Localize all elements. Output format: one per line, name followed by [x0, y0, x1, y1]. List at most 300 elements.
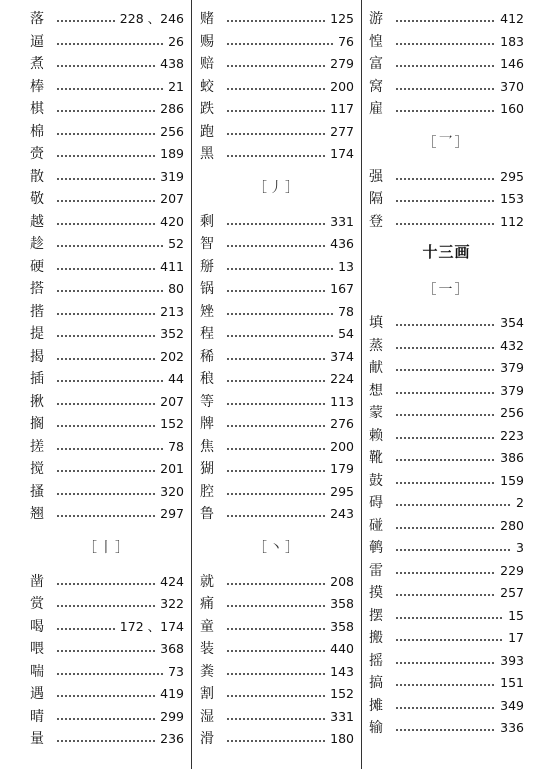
entry-page-number: 159: [500, 472, 524, 488]
entry-character: 散: [30, 168, 44, 185]
dot-leader: [395, 20, 496, 22]
dot-leader: [395, 729, 496, 731]
entry-character: 揭: [30, 348, 44, 365]
entry-character: 割: [200, 686, 214, 702]
dot-leader: [395, 324, 496, 326]
entry-page-number: 213: [160, 303, 184, 319]
index-entry: [200, 436, 354, 458]
entry-page-number: 379: [500, 360, 524, 375]
index-entry: [200, 503, 354, 525]
index-entry: [200, 661, 354, 683]
entry-page-number: 243: [330, 506, 354, 521]
entry-page-number: 331: [330, 708, 354, 724]
entry-page-number: 256: [500, 405, 524, 420]
dot-leader: [395, 639, 504, 641]
entry-page-number: 152: [330, 686, 354, 701]
dot-leader: [395, 88, 496, 90]
entry-character: 蒸: [369, 337, 383, 354]
entry-character: 摇: [369, 652, 383, 669]
entry-character: 童: [200, 618, 214, 635]
entry-character: 靴: [369, 450, 383, 466]
index-entry: [369, 188, 524, 210]
entry-page-number: 112: [500, 213, 524, 229]
dot-leader: [56, 515, 156, 517]
entry-page-number: 256: [160, 123, 184, 139]
entry-character: 隔: [369, 191, 383, 207]
entry-page-number: 358: [330, 596, 354, 611]
index-entry: [200, 458, 354, 480]
entry-character: 滑: [200, 731, 214, 747]
dot-leader: [56, 448, 164, 450]
entry-character: 逼: [30, 33, 44, 50]
index-entry: [30, 436, 184, 458]
dot-leader: [56, 313, 156, 315]
entry-character: 焦: [200, 438, 214, 455]
entry-page-number: 379: [500, 382, 524, 398]
dot-leader: [56, 268, 156, 270]
index-entry: [200, 346, 354, 368]
entry-character: 惶: [369, 33, 383, 50]
dot-leader: [56, 155, 156, 157]
entry-character: 搔: [30, 483, 44, 500]
dot-leader: [56, 335, 156, 337]
index-entry: [369, 357, 524, 379]
index-entry: [200, 233, 354, 255]
index-entry: [30, 368, 184, 390]
entry-character: 稂: [200, 371, 214, 387]
index-entry: [30, 98, 184, 120]
entry-character: 剩: [200, 213, 214, 230]
entry-page-number: 224: [330, 371, 354, 386]
entry-page-number: 412: [500, 11, 524, 26]
index-entry: [369, 582, 524, 604]
entry-character: 窝: [369, 78, 383, 95]
index-entry: [30, 391, 184, 413]
entry-page-number: 180: [330, 731, 354, 746]
entry-page-number: 393: [500, 652, 524, 668]
entry-character: 摆: [369, 607, 383, 624]
index-entry: [369, 53, 524, 75]
index-entry: [30, 706, 184, 728]
entry-page-number: 386: [500, 450, 524, 465]
index-entry: [30, 323, 184, 345]
entry-page-number: 113: [330, 393, 354, 409]
index-entry: [369, 650, 524, 672]
entry-character: 趁: [30, 236, 44, 252]
index-entry: [200, 301, 354, 323]
index-entry: [369, 492, 524, 514]
dot-leader: [56, 290, 164, 292]
entry-page-number: 279: [330, 56, 354, 71]
entry-page-number: 179: [330, 461, 354, 476]
entry-page-number: 257: [500, 585, 524, 600]
entry-character: 搅: [30, 461, 44, 477]
dot-leader: [56, 718, 156, 720]
entry-page-number: 80: [168, 281, 184, 296]
entry-character: 黑: [200, 146, 214, 162]
dot-leader: [226, 650, 326, 652]
index-entry: [30, 458, 184, 480]
entry-character: 矬: [200, 303, 214, 320]
index-entry: [369, 335, 524, 357]
index-entry: [200, 98, 354, 120]
entry-character: 鹌: [369, 540, 383, 556]
dot-leader: [226, 335, 334, 337]
dot-leader: [56, 110, 156, 112]
entry-character: 喂: [30, 641, 44, 657]
index-entry: [30, 346, 184, 368]
dot-leader: [226, 290, 326, 292]
entry-page-number: 44: [168, 371, 184, 386]
dot-leader: [226, 605, 326, 607]
index-entry: [30, 661, 184, 683]
entry-page-number: 424: [160, 573, 184, 589]
dot-leader: [226, 133, 326, 135]
entry-page-number: 322: [160, 596, 184, 611]
entry-character: 腔: [200, 483, 214, 500]
entry-character: 装: [200, 641, 214, 657]
entry-page-number: 297: [160, 506, 184, 521]
entry-character: 赔: [200, 56, 214, 72]
dot-leader: [395, 594, 496, 596]
dot-leader: [56, 380, 164, 382]
dot-leader: [56, 695, 156, 697]
entry-character: 想: [369, 382, 383, 399]
entry-page-number: 125: [330, 11, 354, 26]
entry-page-number: 151: [500, 675, 524, 690]
dot-leader: [56, 20, 116, 22]
entry-page-number: 172 、174: [119, 618, 184, 634]
entry-page-number: 280: [500, 517, 524, 533]
entry-character: 鲁: [200, 506, 214, 522]
entry-character: 遇: [30, 686, 44, 702]
dot-leader: [56, 200, 156, 202]
dot-leader: [395, 414, 496, 416]
entry-character: 跑: [200, 123, 214, 140]
index-entry: [200, 368, 354, 390]
entry-page-number: 276: [330, 416, 354, 431]
entry-character: 搬: [369, 630, 383, 646]
entry-character: 搞: [369, 675, 383, 691]
entry-page-number: 336: [500, 720, 524, 735]
dot-leader: [226, 155, 326, 157]
column-divider: [191, 0, 192, 769]
index-entry: [369, 537, 524, 559]
entry-character: 程: [200, 326, 214, 342]
entry-character: 落: [30, 11, 44, 27]
dot-leader: [56, 650, 156, 652]
entry-character: 稀: [200, 348, 214, 365]
dot-leader: [56, 425, 156, 427]
dot-leader: [56, 358, 156, 360]
index-column-2: [200, 0, 354, 769]
dot-leader: [395, 369, 496, 371]
entry-character: 凿: [30, 573, 44, 590]
entry-character: 量: [30, 731, 44, 747]
entry-character: 提: [30, 326, 44, 342]
dot-leader: [226, 20, 326, 22]
entry-page-number: 202: [160, 348, 184, 364]
dot-leader: [395, 437, 496, 439]
index-entry: [369, 8, 524, 30]
index-column-3: [369, 0, 524, 769]
dot-leader: [56, 673, 164, 675]
entry-page-number: 2: [516, 495, 524, 510]
index-entry: [369, 560, 524, 582]
dot-leader: [56, 605, 156, 607]
entry-page-number: 167: [330, 281, 354, 296]
entry-page-number: 286: [160, 101, 184, 116]
entry-page-number: 143: [330, 663, 354, 679]
entry-page-number: 207: [160, 191, 184, 206]
entry-character: 翘: [30, 506, 44, 522]
entry-page-number: 295: [330, 483, 354, 499]
entry-page-number: 229: [500, 562, 524, 578]
index-entry: [369, 470, 524, 492]
index-entry: [369, 447, 524, 469]
dot-leader: [226, 470, 326, 472]
index-entry: [30, 233, 184, 255]
entry-character: 就: [200, 573, 214, 590]
entry-page-number: 349: [500, 697, 524, 713]
entry-character: 赐: [200, 33, 214, 50]
dot-leader: [395, 504, 512, 506]
entry-character: 献: [369, 360, 383, 376]
dot-leader: [395, 347, 496, 349]
entry-page-number: 223: [500, 427, 524, 443]
entry-character: 摸: [369, 585, 383, 601]
index-entry: [369, 76, 524, 98]
dot-leader: [226, 88, 326, 90]
dot-leader: [395, 110, 496, 112]
entry-character: 雷: [369, 562, 383, 579]
index-entry: [369, 380, 524, 402]
entry-character: 越: [30, 213, 44, 230]
entry-page-number: 419: [160, 686, 184, 701]
dot-leader: [56, 245, 164, 247]
index-entry: [30, 76, 184, 98]
dot-leader: [226, 493, 326, 495]
entry-page-number: 319: [160, 168, 184, 184]
entry-character: 猢: [200, 461, 214, 477]
dot-leader: [226, 110, 326, 112]
dot-leader: [226, 268, 334, 270]
index-entry: [369, 672, 524, 694]
index-entry: [30, 53, 184, 75]
dot-leader: [226, 718, 326, 720]
entry-page-number: 78: [338, 303, 354, 319]
entry-character: 雇: [369, 101, 383, 117]
index-entry: [369, 312, 524, 334]
index-entry: [200, 76, 354, 98]
entry-character: 搭: [30, 281, 44, 297]
index-entry: [369, 515, 524, 537]
entry-character: 赏: [30, 596, 44, 612]
index-entry: [30, 593, 184, 615]
dot-leader: [226, 380, 326, 382]
entry-page-number: 21: [168, 78, 184, 94]
dot-leader: [395, 459, 496, 461]
stroke-section-header: ［一］: [422, 281, 471, 298]
entry-character: 赖: [369, 427, 383, 444]
index-entry: [30, 638, 184, 660]
entry-character: 碰: [369, 517, 383, 534]
entry-page-number: 117: [330, 101, 354, 116]
entry-page-number: 160: [500, 101, 524, 116]
dot-leader: [395, 527, 496, 529]
dot-leader: [226, 448, 326, 450]
entry-character: 赌: [200, 11, 214, 27]
entry-page-number: 76: [338, 33, 354, 49]
entry-character: 摊: [369, 697, 383, 714]
index-entry: [30, 8, 184, 30]
stroke-section-header: ［丶］: [253, 540, 301, 556]
entry-page-number: 153: [500, 191, 524, 206]
entry-page-number: 174: [330, 146, 354, 161]
entry-character: 登: [369, 213, 383, 230]
index-entry: [30, 143, 184, 165]
entry-character: 锅: [200, 281, 214, 297]
dot-leader: [226, 65, 326, 67]
index-entry: [30, 256, 184, 278]
dot-leader: [395, 684, 496, 686]
index-entry: [369, 425, 524, 447]
dot-leader: [395, 662, 496, 664]
entry-character: 蛟: [200, 78, 214, 95]
index-entry: [200, 143, 354, 165]
index-entry: [200, 481, 354, 503]
index-entry: [30, 728, 184, 750]
entry-page-number: 352: [160, 326, 184, 341]
entry-page-number: 208: [330, 573, 354, 589]
dot-leader: [226, 583, 326, 585]
index-entry: [200, 121, 354, 143]
index-entry: [200, 593, 354, 615]
dot-leader: [56, 178, 156, 180]
index-entry: [30, 413, 184, 435]
index-entry: [200, 706, 354, 728]
index-entry: [30, 683, 184, 705]
entry-page-number: 200: [330, 78, 354, 94]
index-entry: [200, 53, 354, 75]
entry-character: 硬: [30, 258, 44, 275]
entry-character: 插: [30, 371, 44, 387]
entry-character: 蒙: [369, 405, 383, 421]
entry-page-number: 78: [168, 438, 184, 454]
entry-page-number: 17: [508, 630, 524, 645]
index-entry: [200, 211, 354, 233]
entry-page-number: 207: [160, 393, 184, 409]
entry-page-number: 189: [160, 146, 184, 161]
index-entry: [200, 391, 354, 413]
dot-leader: [395, 223, 496, 225]
index-entry: [200, 256, 354, 278]
dot-leader: [226, 695, 326, 697]
entry-character: 掰: [200, 258, 214, 275]
entry-character: 等: [200, 393, 214, 410]
entry-page-number: 436: [330, 236, 354, 251]
index-entry: [369, 211, 524, 233]
entry-character: 煮: [30, 56, 44, 72]
entry-character: 痛: [200, 596, 214, 612]
entry-character: 牌: [200, 416, 214, 432]
entry-character: 碍: [369, 495, 383, 511]
entry-character: 游: [369, 11, 383, 27]
entry-page-number: 3: [516, 540, 524, 555]
entry-character: 鼓: [369, 472, 383, 489]
dot-leader: [395, 178, 496, 180]
entry-character: 喘: [30, 663, 44, 680]
index-entry: [369, 31, 524, 53]
entry-character: 揩: [30, 303, 44, 320]
entry-page-number: 411: [160, 258, 184, 274]
entry-character: 敬: [30, 191, 44, 207]
entry-character: 强: [369, 168, 383, 185]
index-entry: [200, 571, 354, 593]
index-entry: [200, 683, 354, 705]
index-column-1: [30, 0, 184, 769]
entry-page-number: 440: [330, 641, 354, 656]
entry-character: 智: [200, 236, 214, 252]
entry-page-number: 73: [168, 663, 184, 679]
index-entry: [200, 323, 354, 345]
entry-character: 棒: [30, 78, 44, 95]
dot-leader: [395, 43, 496, 45]
entry-page-number: 52: [168, 236, 184, 251]
dot-leader: [226, 223, 326, 225]
stroke-section-header: ［乛］: [422, 135, 471, 151]
index-entry: [30, 278, 184, 300]
index-entry: [200, 278, 354, 300]
dot-leader: [226, 673, 326, 675]
dot-leader: [226, 43, 334, 45]
dot-leader: [56, 43, 164, 45]
entry-page-number: 299: [160, 708, 184, 724]
entry-character: 富: [369, 56, 383, 72]
entry-character: 跌: [200, 101, 214, 117]
entry-character: 粪: [200, 663, 214, 680]
index-entry: [200, 728, 354, 750]
dot-leader: [395, 707, 496, 709]
dot-leader: [395, 482, 496, 484]
index-entry: [30, 188, 184, 210]
index-entry: [30, 301, 184, 323]
entry-page-number: 331: [330, 213, 354, 229]
entry-character: 搓: [30, 438, 44, 455]
entry-character: 棉: [30, 123, 44, 140]
entry-page-number: 228 、246: [119, 11, 184, 26]
dot-leader: [395, 549, 512, 551]
entry-page-number: 146: [500, 56, 524, 71]
index-entry: [30, 121, 184, 143]
entry-page-number: 368: [160, 641, 184, 656]
index-entry: [200, 8, 354, 30]
dot-leader: [226, 425, 326, 427]
index-entry: [369, 98, 524, 120]
entry-page-number: 54: [338, 326, 354, 341]
index-entry: [369, 402, 524, 424]
index-entry: [200, 638, 354, 660]
entry-page-number: 438: [160, 56, 184, 71]
dot-leader: [56, 223, 156, 225]
dot-leader: [226, 740, 326, 742]
dot-leader: [395, 617, 504, 619]
dot-leader: [56, 88, 164, 90]
column-divider: [361, 0, 362, 769]
entry-character: 棋: [30, 101, 44, 117]
entry-page-number: 183: [500, 33, 524, 49]
entry-page-number: 26: [168, 33, 184, 49]
